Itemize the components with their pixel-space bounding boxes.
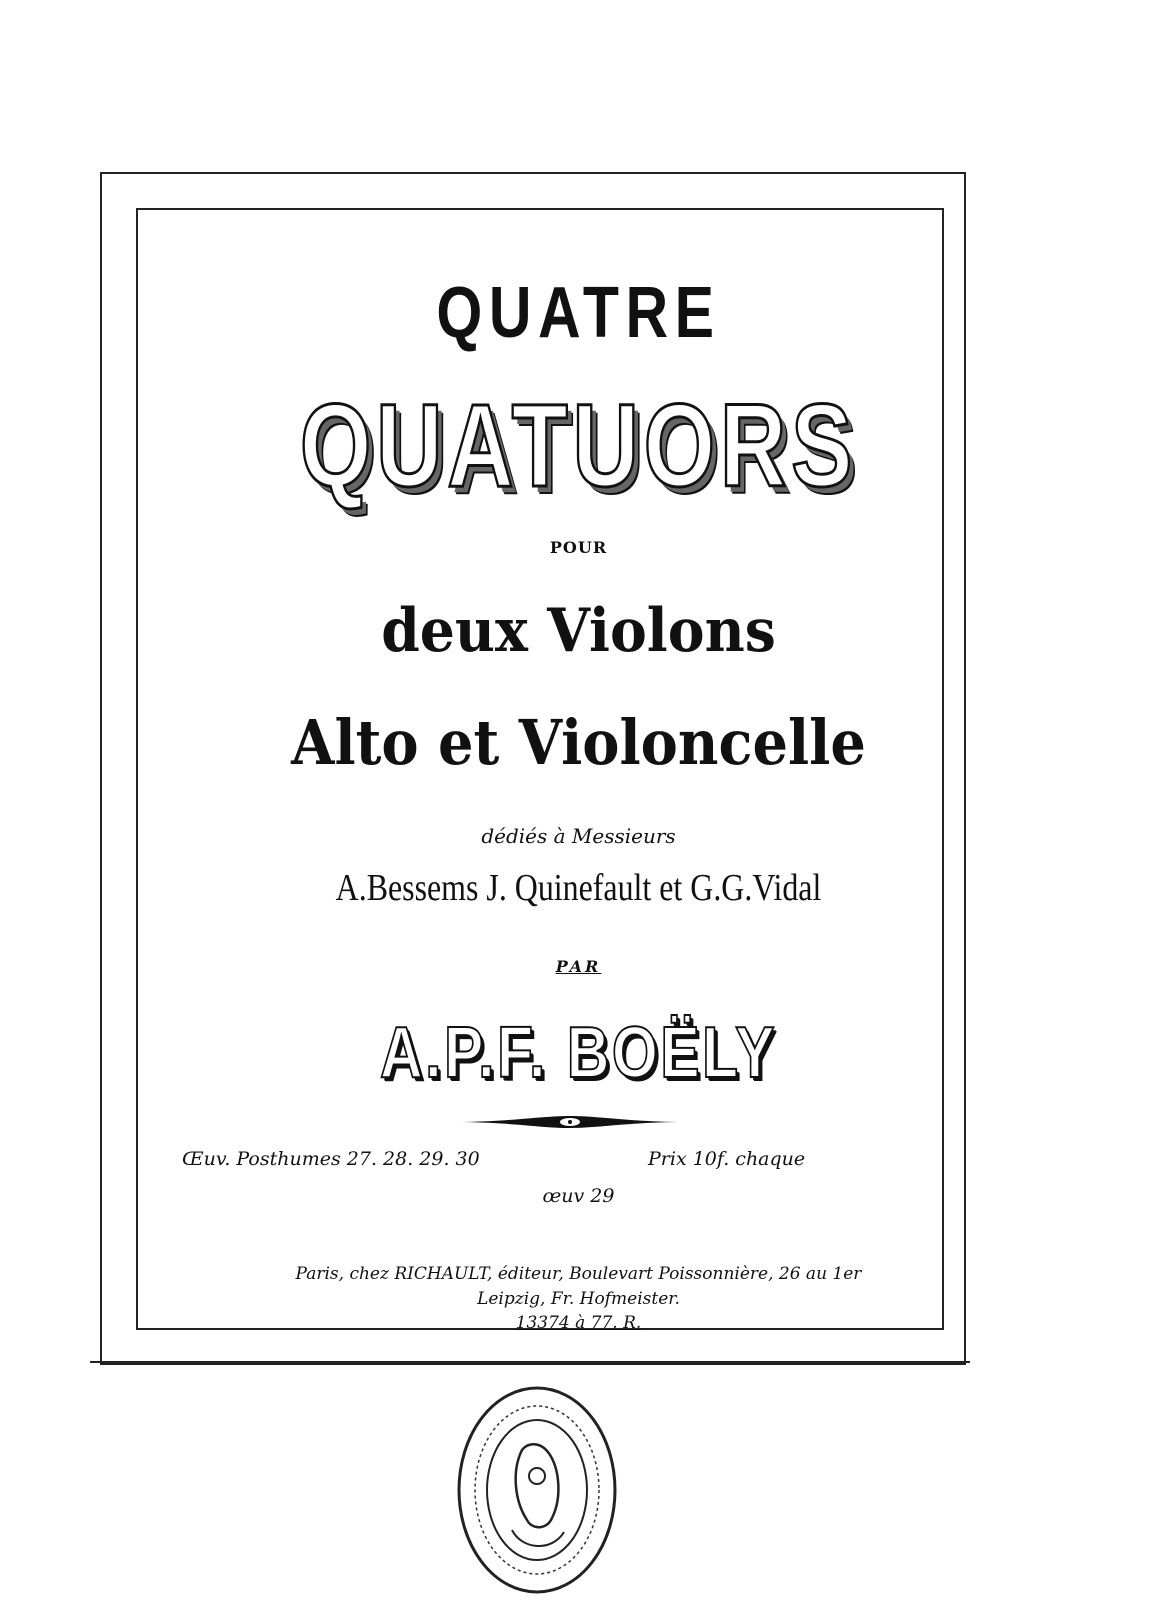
instruments-line2: Alto et Violoncelle [291,706,866,779]
dedication-intro: dédiés à Messieurs [481,824,676,848]
opus-posthumes: Œuv. Posthumes 27. 28. 29. 30 [182,1148,480,1170]
par-label: PAR [555,957,602,976]
ornament-divider-icon [450,1110,690,1134]
price-label: Prix 10f. chaque [648,1148,806,1170]
instruments-line1: deux Violons [381,596,776,666]
library-stamp-icon [452,1380,622,1600]
title-quatre: QUATRE [436,273,721,353]
publisher-paris: Paris, chez RICHAULT, éditeur, Boulevart Poissonnière, 26 au 1er [295,1264,862,1284]
bottom-rule [90,1361,970,1363]
author-name: A.P.F. BOËLY [379,1013,778,1093]
opus-number: œuv 29 [542,1185,615,1207]
dedication-names: A.Bessems J. Quinefault et G.G.Vidal [335,867,822,909]
title-quatuors: QUATUORS [299,380,858,512]
plate-number: 13374 à 77. R. [515,1313,642,1333]
pour-label: POUR [549,538,608,557]
publisher-leipzig: Leipzig, Fr. Hofmeister. [477,1289,680,1309]
